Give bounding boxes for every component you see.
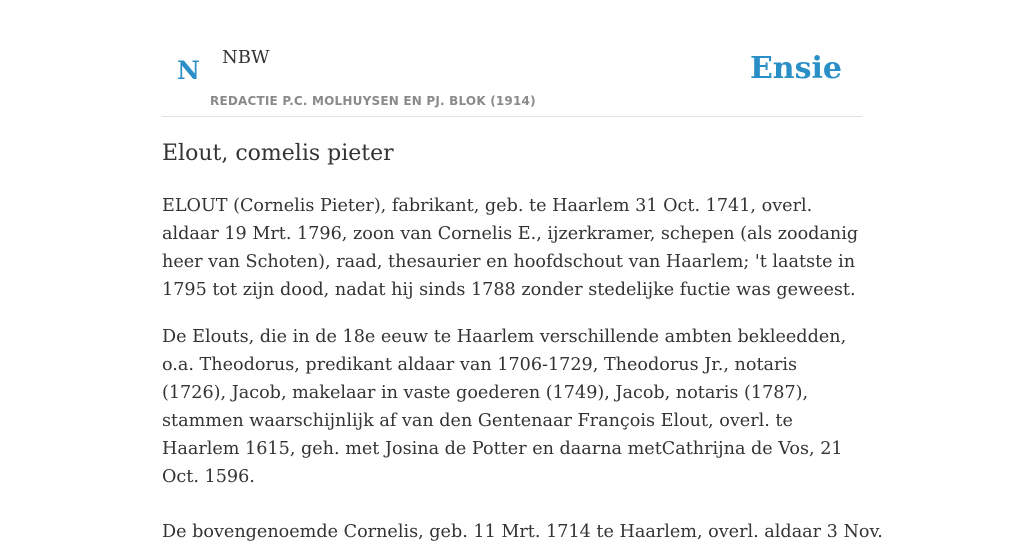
article-paragraph-1: ELOUT (Cornelis Pieter), fabrikant, geb. te Haarlem 31 Oct. 1741, overl. aldaar 19 Mrt. 1796, zoon van Cornelis E., ijzerkramer, schepen (als zoodanig heer van Schoten), raad, thesaurier en hoofdschout van Haarlem; 't laatste in 1795 tot zijn dood, nadat hij sinds 1788 zonder stedelijke fuctie was geweest.	[162, 196, 859, 300]
article-paragraph-2: De Elouts, die in de 18e eeuw te Haarlem verschillende ambten bekleedden, o.a. Theodorus, predikant aldaar van 1706-1729, Theodorus Jr., notaris (1726), Jacob, makelaar in vaste goederen (1749), Jacob, notaris (1787), stammen waarschijnlijk af van den Gentenaar François Elout, overl. te Haarlem 1615, geh. met Josina de Potter en daarna metCathrijna de Vos, 21 Oct. 1596.	[162, 327, 847, 487]
article-content	[162, 138, 883, 546]
article-paragraph-3: De bovengenoemde Cornelis, geb. 11 Mrt. 1714 te Haarlem, overl. aldaar 3 Nov.	[162, 522, 883, 542]
source-subtitle: REDACTIE P.C. MOLHUYSEN EN PJ. BLOK (1914)	[210, 94, 536, 108]
source-header	[162, 0, 862, 117]
source-title[interactable]: NBW	[222, 47, 270, 68]
article-title: Elout, comelis pieter	[162, 141, 394, 166]
source-logo[interactable]: N	[177, 56, 200, 85]
ensie-brand-logo[interactable]: Ensie	[749, 51, 842, 86]
